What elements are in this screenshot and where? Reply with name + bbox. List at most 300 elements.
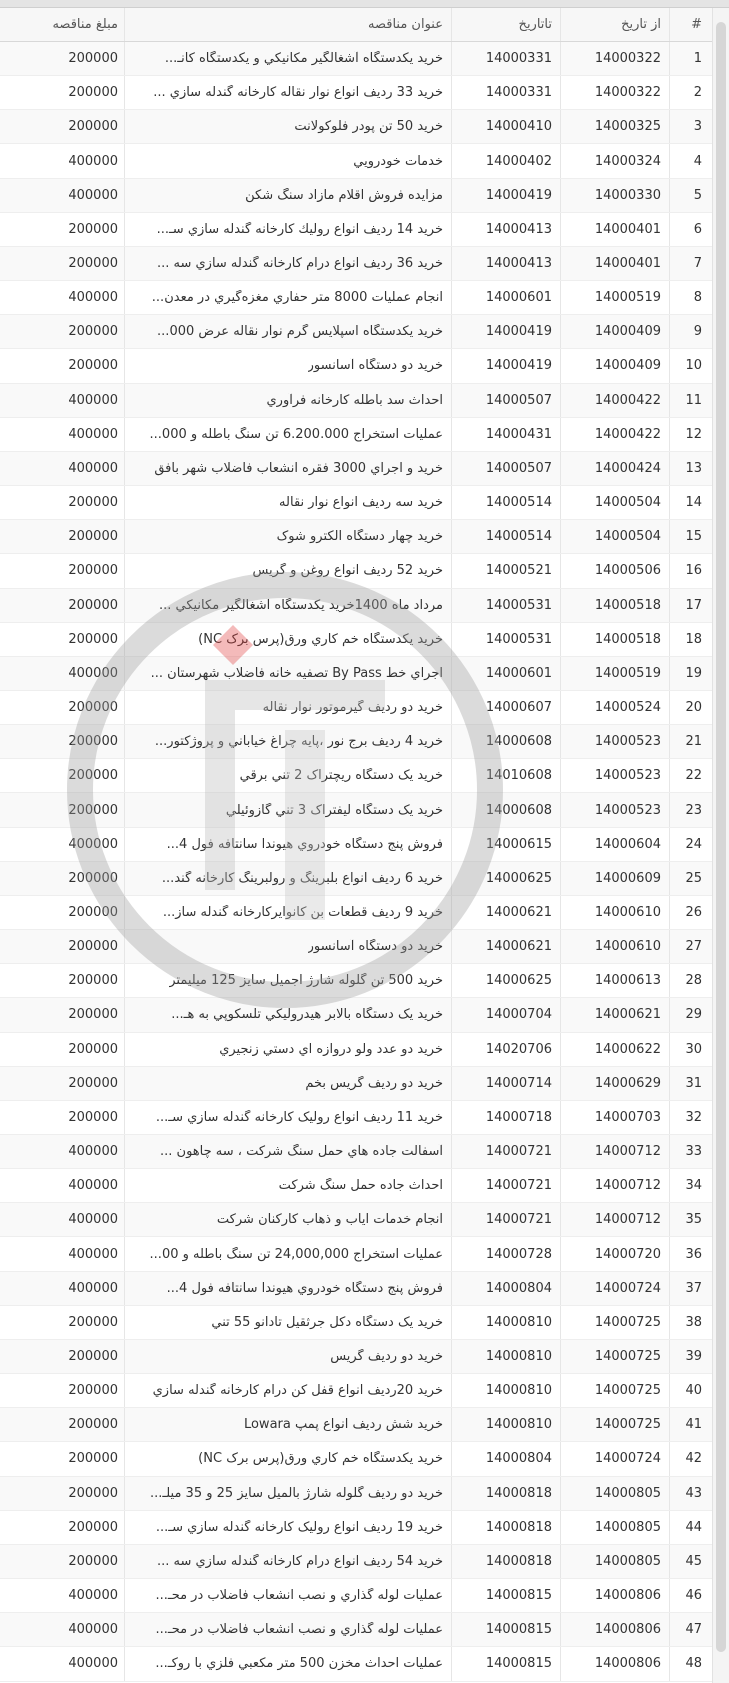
cell-from-date [560,1203,669,1236]
cell-to-date [451,1647,560,1680]
cell-from-date-text: 14000523 [594,734,661,750]
table-row[interactable] [0,486,712,520]
cell-to-date-text: 14000601 [485,665,552,681]
cell-title-text: خريد يكدستگاه اسپلايس گرم نوار نقاله عرض 000... [157,324,443,340]
cell-amount [12,110,124,143]
table-row[interactable] [0,657,712,691]
cell-to-date-text: 14010608 [485,768,552,784]
table-row[interactable] [0,1101,712,1135]
cell-from-date [560,315,669,348]
cell-from-date [560,281,669,314]
cell-title [124,110,451,143]
cell-to-date [451,1408,560,1441]
cell-title [124,1374,451,1407]
cell-to-date [451,247,560,280]
cell-amount-text: 400000 [68,1178,118,1194]
cell-from-date [560,828,669,861]
cell-from-date [560,1374,669,1407]
cell-number-text: 34 [685,1178,702,1194]
cell-to-date [451,418,560,451]
cell-to-date-text: 14000402 [485,153,552,169]
cell-amount [12,1340,124,1373]
table-row[interactable] [0,1135,712,1169]
cell-from-date [560,554,669,587]
table-row[interactable] [0,691,712,725]
cell-number-text: 13 [685,460,702,476]
cell-number-text: 29 [685,1007,702,1023]
cell-amount-text: 400000 [68,426,118,442]
cell-from-date [560,42,669,75]
cell-to-date-text: 14000413 [485,256,552,272]
cell-title-text: فروش پنج دستگاه خودروي هيوندا سانتافه فول 4... [166,836,443,852]
cell-amount [12,1237,124,1270]
cell-number [669,623,712,656]
cell-number [669,1579,712,1612]
cell-to-date [451,349,560,382]
cell-number-text: 2 [693,85,702,101]
table-row[interactable] [0,418,712,452]
cell-title-text: عمليات استخراج 6.200.000 تن سنگ باطله و 000... [149,426,443,442]
cell-title [124,759,451,792]
cell-amount-text: 200000 [68,1349,118,1365]
cell-number-text: 37 [685,1280,702,1296]
cell-title-text: آسفالت جاده هاي حمل سنگ شركت ، سه چاهون ... [160,1144,443,1160]
cell-amount-text: 400000 [68,392,118,408]
cell-amount-text: 200000 [68,973,118,989]
cell-to-date-text: 14000721 [485,1178,552,1194]
cell-to-date-text: 14000521 [485,563,552,579]
cell-from-date-text: 14000621 [594,1007,661,1023]
cell-number-text: 9 [693,324,702,340]
column-header-title[interactable]: عنوان مناقصه [124,8,451,41]
cell-title-text: اجراي خط By Pass تصفيه خانه فاضلاب شهرستان ... [150,665,443,681]
cell-amount [12,486,124,519]
cell-amount [12,930,124,963]
cell-to-date [451,1169,560,1202]
table-row[interactable] [0,759,712,793]
cell-to-date-text: 14000615 [485,836,552,852]
cell-amount [12,1033,124,1066]
cell-to-date [451,452,560,485]
cell-to-date [451,1340,560,1373]
table-row[interactable] [0,589,712,623]
cell-amount-text: 400000 [68,665,118,681]
cell-from-date [560,1067,669,1100]
cell-from-date [560,1135,669,1168]
cell-from-date [560,930,669,963]
cell-title-text: خريد 20رديف انواع قفل كن درام كارخانه گندله سازي [152,1383,443,1399]
table-row[interactable] [0,828,712,862]
cell-amount [12,1067,124,1100]
cell-from-date-text: 14000725 [594,1417,661,1433]
cell-from-date [560,759,669,792]
cell-amount [12,179,124,212]
cell-title-text: احداث جاده حمل سنگ شركت [278,1178,443,1194]
cell-to-date [451,1511,560,1544]
table-row[interactable] [0,1340,712,1374]
cell-number [669,1647,712,1680]
cell-amount [12,247,124,280]
cell-from-date-text: 14000519 [594,665,661,681]
cell-number [669,144,712,177]
cell-to-date-text: 14000331 [485,51,552,67]
cell-title [124,691,451,724]
table-row[interactable] [0,1033,712,1067]
cell-number-text: 43 [685,1485,702,1501]
cell-to-date [451,1237,560,1270]
cell-number-text: 48 [685,1656,702,1672]
cell-to-date-text: 14000608 [485,802,552,818]
cell-from-date [560,793,669,826]
cell-from-date-text: 14000703 [594,1109,661,1125]
cell-from-date [560,1306,669,1339]
cell-title-text: خريد 33 رديف انواع نوار نقاله كارخانه گندله سازي ... [153,85,443,101]
cell-from-date-text: 14000506 [594,563,661,579]
table-row[interactable] [0,1272,712,1306]
cell-to-date-text: 14000804 [485,1451,552,1467]
table-row[interactable] [0,1408,712,1442]
cell-amount-text: 200000 [68,597,118,613]
table-row[interactable] [0,520,712,554]
cell-to-date [451,896,560,929]
cell-amount-text: 400000 [68,1622,118,1638]
cell-amount [12,1613,124,1646]
cell-to-date-text: 14000514 [485,529,552,545]
cell-number [669,589,712,622]
tenders-table [0,8,712,1682]
cell-from-date-text: 14000330 [594,187,661,203]
cell-from-date [560,384,669,417]
cell-from-date [560,179,669,212]
cell-to-date [451,998,560,1031]
cell-to-date-text: 14000331 [485,85,552,101]
cell-amount [12,1169,124,1202]
cell-number [669,657,712,690]
cell-title [124,1408,451,1441]
table-row[interactable] [0,930,712,964]
cell-from-date [560,896,669,929]
cell-title-text: خريد سه رديف انواع نوار نقاله [279,495,443,511]
cell-from-date [560,1477,669,1510]
cell-title [124,1169,451,1202]
cell-amount [12,384,124,417]
cell-from-date [560,144,669,177]
table-row[interactable] [0,1306,712,1340]
table-row[interactable] [0,1511,712,1545]
cell-from-date-text: 14000725 [594,1349,661,1365]
cell-number [669,1101,712,1134]
cell-to-date-text: 14000621 [485,904,552,920]
cell-number [669,1272,712,1305]
column-header-number[interactable]: # [669,8,712,41]
vertical-scrollbar[interactable] [712,8,729,1683]
cell-number [669,998,712,1031]
cell-amount-text: 200000 [68,1553,118,1569]
cell-number-text: 20 [685,700,702,716]
cell-title-text: عمليات لوله گذاري و نصب انشعاب فاضلاب در محـ... [155,1622,443,1638]
cell-amount-text: 200000 [68,1417,118,1433]
cell-from-date [560,486,669,519]
cell-title-text: خريد دو دستگاه آسانسور [307,939,443,955]
cell-number-text: 40 [685,1383,702,1399]
cell-from-date [560,452,669,485]
cell-from-date [560,1442,669,1475]
cell-from-date-text: 14000622 [594,1041,661,1057]
cell-number-text: 46 [685,1588,702,1604]
table-row[interactable] [0,554,712,588]
cell-amount-text: 400000 [68,290,118,306]
cell-title [124,1613,451,1646]
cell-amount [12,623,124,656]
table-row[interactable] [0,1067,712,1101]
cell-amount-text: 400000 [68,1656,118,1672]
cell-number [669,862,712,895]
cell-from-date [560,76,669,109]
table-row[interactable] [0,315,712,349]
table-row[interactable] [0,998,712,1032]
cell-amount-text: 400000 [68,1246,118,1262]
cell-from-date-text: 14000712 [594,1144,661,1160]
cell-title [124,76,451,109]
cell-title [124,828,451,861]
cell-to-date [451,179,560,212]
cell-from-date-text: 14000523 [594,802,661,818]
cell-from-date-text: 14000422 [594,392,661,408]
cell-title-text: خريد 6 رديف انواع بلبرينگ و رولبرينگ كارخانه گند... [161,870,443,886]
cell-number-text: 38 [685,1314,702,1330]
cell-from-date [560,213,669,246]
table-row[interactable] [0,862,712,896]
cell-to-date-text: 14000815 [485,1588,552,1604]
table-row[interactable] [0,384,712,418]
cell-number-text: 25 [685,870,702,886]
table-row[interactable] [0,42,712,76]
cell-to-date-text: 14000531 [485,631,552,647]
cell-number-text: 23 [685,802,702,818]
table-row[interactable] [0,349,712,383]
cell-to-date [451,1203,560,1236]
cell-amount-text: 200000 [68,221,118,237]
cell-amount [12,828,124,861]
cell-from-date-text: 14000504 [594,495,661,511]
table-row[interactable] [0,144,712,178]
cell-amount-text: 200000 [68,631,118,647]
cell-to-date-text: 14000507 [485,460,552,476]
cell-title [124,1340,451,1373]
cell-to-date [451,1442,560,1475]
table-row[interactable] [0,1579,712,1613]
cell-number [669,76,712,109]
cell-number-text: 1 [693,51,702,67]
table-row[interactable] [0,1374,712,1408]
cell-to-date-text: 14000721 [485,1144,552,1160]
cell-amount-text: 400000 [68,1212,118,1228]
cell-from-date [560,691,669,724]
table-row[interactable] [0,1203,712,1237]
cell-title [124,315,451,348]
cell-title-text: خدمات خودرويي [353,153,443,169]
cell-number [669,349,712,382]
cell-amount [12,793,124,826]
cell-title [124,213,451,246]
cell-from-date-text: 14000610 [594,904,661,920]
cell-title [124,1203,451,1236]
cell-title [124,930,451,963]
table-row[interactable] [0,964,712,998]
cell-from-date-text: 14000519 [594,290,661,306]
cell-title [124,1272,451,1305]
table-row[interactable] [0,793,712,827]
cell-title [124,1135,451,1168]
cell-amount [12,1135,124,1168]
cell-from-date [560,964,669,997]
cell-to-date-text: 14000810 [485,1417,552,1433]
cell-to-date-text: 14000810 [485,1383,552,1399]
column-header-amount[interactable]: مبلغ مناقصه [52,17,118,32]
cell-from-date-text: 14000604 [594,836,661,852]
cell-to-date [451,623,560,656]
cell-number [669,1067,712,1100]
table-row[interactable] [0,452,712,486]
cell-number [669,1203,712,1236]
cell-to-date [451,1272,560,1305]
cell-title [124,42,451,75]
cell-title [124,418,451,451]
cell-from-date-text: 14000725 [594,1383,661,1399]
cell-from-date-text: 14000725 [594,1314,661,1330]
table-row[interactable] [0,110,712,144]
table-row[interactable] [0,623,712,657]
cell-amount [12,862,124,895]
cell-title-text: خريد و اجراي 3000 فقره انشعاب فاضلاب شهر بافق [154,460,443,476]
column-header-from-date[interactable]: از تاريخ [560,8,669,41]
cell-title [124,896,451,929]
cell-to-date [451,725,560,758]
cell-title-text: عمليات لوله گذاري و نصب انشعاب فاضلاب در محـ... [155,1588,443,1604]
cell-amount [12,213,124,246]
column-header-to-date[interactable]: تاتاريخ [451,8,560,41]
cell-title-text: خريد 36 رديف انواع درام كارخانه گندله سازي سه ... [156,256,443,272]
cell-title [124,1067,451,1100]
cell-number [669,42,712,75]
cell-amount [12,725,124,758]
cell-amount-text: 200000 [68,529,118,545]
cell-from-date [560,349,669,382]
cell-amount-text: 200000 [68,939,118,955]
cell-to-date [451,520,560,553]
cell-from-date [560,725,669,758]
cell-number-text: 33 [685,1144,702,1160]
cell-number [669,896,712,929]
cell-title-text: خريد شش رديف انواع پمپ Lowara [243,1417,443,1433]
table-row[interactable] [0,1477,712,1511]
cell-to-date [451,964,560,997]
cell-number [669,725,712,758]
cell-amount-text: 400000 [68,836,118,852]
cell-to-date-text: 14000507 [485,392,552,408]
cell-to-date [451,930,560,963]
cell-from-date [560,623,669,656]
cell-amount-text: 200000 [68,1451,118,1467]
cell-from-date-text: 14000401 [594,256,661,272]
cell-to-date [451,554,560,587]
cell-to-date [451,1033,560,1066]
cell-number-text: 31 [685,1075,702,1091]
cell-number [669,1613,712,1646]
cell-title [124,281,451,314]
cell-to-date-text: 14000419 [485,187,552,203]
cell-number-text: 17 [685,597,702,613]
cell-title [124,144,451,177]
table-row[interactable] [0,213,712,247]
cell-from-date-text: 14000712 [594,1178,661,1194]
cell-title [124,964,451,997]
cell-number-text: 4 [693,153,702,169]
cell-title-text: خريد 11 رديف انواع روليک كارخانه گندله سازي سـ... [155,1109,443,1125]
cell-to-date [451,657,560,690]
cell-title [124,1237,451,1270]
cell-amount-text: 200000 [68,734,118,750]
cell-title-text: مزايده فروش اقلام مازاد سنگ شكن [245,187,443,203]
table-row[interactable] [0,76,712,110]
cell-amount [12,1203,124,1236]
table-row[interactable] [0,1545,712,1579]
cell-number [669,110,712,143]
cell-title [124,998,451,1031]
table-row[interactable] [0,1169,712,1203]
table-row[interactable] [0,725,712,759]
table-row[interactable] [0,1237,712,1271]
cell-number-text: 15 [685,529,702,545]
cell-amount-text: 400000 [68,153,118,169]
cell-number [669,1306,712,1339]
cell-number-text: 26 [685,904,702,920]
cell-from-date-text: 14000806 [594,1588,661,1604]
cell-number-text: 36 [685,1246,702,1262]
scrollbar-thumb[interactable] [716,22,726,1652]
cell-title-text: فروش پنج دستگاه خودروي هيوندا سانتافه فول 4... [166,1280,443,1296]
cell-to-date [451,213,560,246]
cell-from-date-text: 14000409 [594,324,661,340]
cell-amount [12,1511,124,1544]
cell-to-date-text: 14000413 [485,221,552,237]
cell-amount [12,281,124,314]
cell-from-date-text: 14000806 [594,1656,661,1672]
cell-to-date-text: 14000810 [485,1349,552,1365]
cell-number [669,418,712,451]
cell-title [124,1306,451,1339]
table-row[interactable] [0,281,712,315]
table-row[interactable] [0,896,712,930]
cell-from-date-text: 14000518 [594,597,661,613]
cell-to-date [451,828,560,861]
table-row[interactable] [0,179,712,213]
top-toolbar-strip [0,0,729,8]
cell-amount [12,998,124,1031]
cell-to-date-text: 14000815 [485,1656,552,1672]
cell-number [669,452,712,485]
cell-amount-text: 400000 [68,1144,118,1160]
table-row[interactable] [0,1613,712,1647]
table-row[interactable] [0,1442,712,1476]
cell-number [669,179,712,212]
table-row[interactable] [0,1647,712,1681]
cell-to-date [451,1135,560,1168]
table-row[interactable] [0,247,712,281]
cell-amount-text: 400000 [68,1280,118,1296]
cell-amount [12,1306,124,1339]
cell-number-text: 45 [685,1553,702,1569]
